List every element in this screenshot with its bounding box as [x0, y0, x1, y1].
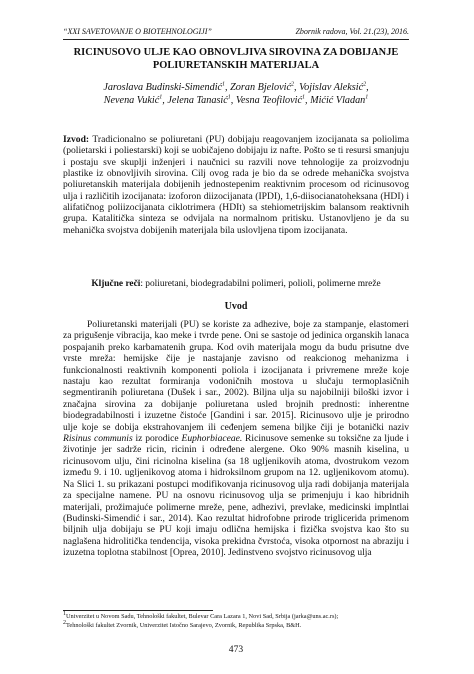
footnote-text: Univerzitet u Novom Sadu, Tehnološki fakultet, Bulevar Cara Lazara 1, Novi Sad, Srbija (jarka@uns.ac.rs); — [66, 613, 339, 620]
section-heading: Uvod — [224, 301, 248, 312]
author-name: Zoran Bjelović — [230, 82, 291, 93]
author-name: Jaroslava Budinski-Simendić — [103, 82, 223, 93]
affiliation-mark: 2 — [363, 81, 367, 88]
abstract-label: Izvod: — [63, 134, 90, 145]
footnote-text: Tehnološki fakultet Zvornik, Univerzitet Istočno Sarajevo, Zvornik, Republika Srpska, B&H. — [66, 621, 302, 629]
author-list — [63, 81, 409, 107]
body-text — [63, 319, 409, 559]
author-separator: , — [305, 95, 311, 106]
author-line-1 — [63, 81, 409, 94]
body-paragraph — [63, 319, 409, 559]
keywords-label: Ključne reči — [91, 279, 141, 289]
author-separator: , — [293, 82, 300, 93]
family-name: Euphorbiaceae. — [181, 433, 243, 445]
author-separator: , — [366, 82, 369, 93]
author-name: Vesna Teofilović — [235, 95, 303, 106]
author-line-2 — [63, 94, 409, 107]
author-name: Mićić Vladan — [310, 95, 366, 106]
affiliation-mark: 2 — [290, 81, 294, 88]
footnote-divider — [63, 610, 213, 611]
affiliation-mark: 1 — [227, 94, 231, 101]
author-separator: , — [225, 82, 231, 93]
abstract — [63, 134, 409, 236]
header-proceedings: Zbornik radova, Vol. 21.(23), 2016. — [295, 27, 409, 36]
title-line-2: POLIURETANSKIH MATERIJALA — [152, 60, 320, 71]
paper-title — [63, 46, 409, 72]
affiliation-mark: 1 — [222, 81, 226, 88]
author-name: Nevena Vukić — [103, 95, 160, 106]
author-name: Jelena Tanasić — [167, 95, 228, 106]
footnote-2 — [63, 619, 409, 631]
author-name: Vojislav Aleksić — [299, 82, 364, 93]
affiliation-mark: 1 — [365, 94, 369, 101]
body-text-part: Poliuretanski materijali (PU) se koriste za adhezive, boje za stampanje, elastomeri za prigušenje vibracija, kao meke i tvrde pene. Oni se sastoje od jedinica organskih lanaca pospajanih preko karbamatenih grupa. Kod ovih materijala mogu da budu prisutne dve vrste mreža: hemijske čije je nastajanje zavisno od reakcionog mehanizma i funkcionalnosti reaktivnih komponenti poliola i izocijanata i privremene mreže koje nastaju kao rezultat formiranja vodoničnih mostova u slučaju termoplasičnih segmentiranih poliuretana (Dušek i sar., 2002). Biljna ulja su najobilniji biloški izvor i značajna sirovina za dobijanje poliuretana usled brojnih prednosti: inherentne biodegradabilnosti i izuzetne čistoće [Gandini i sar. 2015]. Ricinusovo ulje je prirodno ulje koje se dobija ekstrahovanjem ili ceđenjem semena biljke čiji je botanički naziv — [63, 319, 409, 433]
header-conference: “XXI SAVETOVANJE O BIOTEHNOLOGIJI” — [63, 27, 212, 36]
footnotes — [63, 610, 409, 630]
footnote-1 — [63, 610, 409, 622]
keywords — [63, 278, 409, 290]
author-separator: , — [230, 95, 236, 106]
species-name: Risinus communis — [63, 433, 133, 445]
footnote-mark: 2 — [63, 619, 66, 626]
header-divider — [63, 39, 409, 40]
affiliation-mark: 1 — [159, 94, 163, 101]
abstract-text: Tradicionalno se poliuretani (PU) dobijaju reagovanjem izocijanata sa poliolima (polietarski i poliestarski) koji se uobičajeno dobijaju iz nafte. Pošto se ti resursi smanjuju i postaju sve skuplji inženjeri i naučnici su razvili nove tehnologije za proizvodnju plastike iz obnovljivih sirovina. Cilj ovog rada je bio da se odrede mehanička svojstva poliuretanskih materijala dobijenih jednostepenim reaktivnim procesom od ricinusovog ulja i različitih izocijanata: izoforon diizocijanata (IPDI), 1,6-diisocianatoheksana (HDI) i alifatičnog poliizocijanata ciklotrimera (HDIt) sa stehiometrijskim balansom reaktivnih grupa. Katalitička sinteza se odvijala na normalnom pritisku. Ustanovljeno je da su mehanička svojstva dobijenih materijala bila uslovljena tipom izocijanata. — [63, 134, 409, 236]
author-separator: , — [162, 95, 168, 106]
body-text-part: iz porodice — [132, 433, 182, 445]
body-text-part: Ricinusove semenke su toksične za ljude i životinje jer sadrže ricin, ricinin i određene alergene. Oko 90% masnih kiselina, u ricinusovom ulju, čini ricinolna kiselina (sa 18 ugljenikovih atoma, dvostrukom vezom između 9. i 10. ugljenikovog atoma i hidroksilnom grupom na 12. ugljenikovom atomu). Na Slici 1. su prikazani postupci modifikovanja ricinusovog ulja radi dobijanja materijala za specijalne namene. PU na osnovu ricinusovog ulja se primenjuju i kao hibridnih materijali, prožimajuće polimerne mreže, pene, adhezivi, prevlake, medicinski implntlai (Budinski-Simendić i sar., 2014). Kao rezultat hidrofobne prirode triglicerida primenom biljnih ulja dobijaju se PU koji imaju odlična hemijska i fizička svojstva kao što su naglašena hidrolitička tendencija, visoka prekidna čvrstoća, visoka otpornost na abraziju i izuzetna toplotna stabilnost [Oprea, 2010]. Jedinstveno svojstvo ricinusovog ulja — [63, 433, 409, 559]
affiliation-mark: 1 — [302, 94, 306, 101]
running-header — [63, 27, 409, 37]
footnote-mark: 1 — [63, 610, 66, 617]
title-line-1: RICINUSOVO ULJE KAO OBNOVLJIVA SIROVINA ZA DOBIJANJE — [73, 47, 399, 58]
keywords-text: : poliuretani, biodegradabilni polimeri, polioli, polimerne mreže — [140, 279, 381, 289]
page-number: 473 — [228, 644, 244, 655]
